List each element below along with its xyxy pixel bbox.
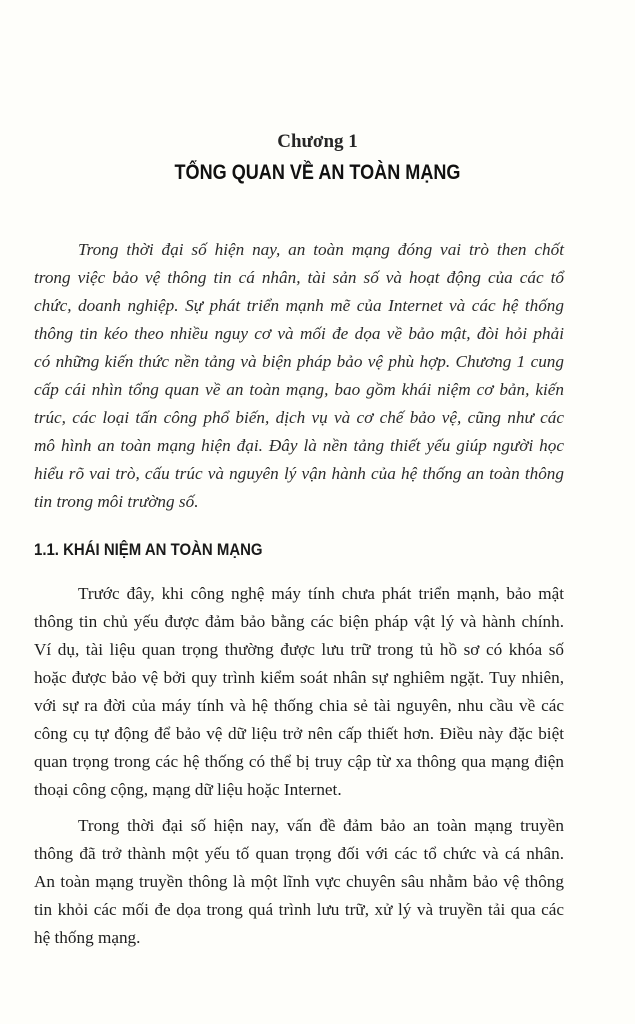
intro-line: trong việc bảo vệ thông tin cá nhân, tài sản số và hoạt động của các tổ <box>34 268 564 287</box>
intro-line: chức, doanh nghiệp. Sự phát triển mạnh mẽ của Internet và các hệ thống <box>34 296 564 315</box>
intro-line: mô hình an toàn mạng hiện đại. Đây là nền tảng thiết yếu giúp người học <box>34 436 564 455</box>
body-line: Trong thời đại số hiện nay, vấn đề đảm bảo an toàn mạng truyền <box>78 816 564 835</box>
body-line: hệ thống mạng. <box>34 928 141 947</box>
intro-line: tin trong môi trường số. <box>34 492 199 511</box>
body-line: Trước đây, khi công nghệ máy tính chưa phát triển mạnh, bảo mật <box>78 584 564 603</box>
intro-line: trúc, các loại tấn công phổ biến, dịch vụ và cơ chế bảo vệ, cũng như các <box>34 408 564 427</box>
intro-line: thông tin kéo theo nhiều nguy cơ và mối đe dọa về bảo mật, đòi hỏi phải <box>34 324 564 343</box>
intro-line: Trong thời đại số hiện nay, an toàn mạng đóng vai trò then chốt <box>78 240 564 259</box>
body-line: hoặc được bảo vệ bởi quy trình kiểm soát nhân sự nghiêm ngặt. Tuy nhiên, <box>34 668 564 687</box>
intro-line: cấp cái nhìn tổng quan về an toàn mạng, bao gồm khái niệm cơ bản, kiến <box>34 380 564 399</box>
intro-line: có những kiến thức nền tảng và biện pháp bảo vệ phù hợp. Chương 1 cung <box>34 352 564 371</box>
body-line: quan trọng trong các hệ thống có thể bị truy cập từ xa thông qua mạng điện <box>34 752 564 771</box>
chapter-label: Chương 1 <box>277 131 358 152</box>
body-line: Ví dụ, tài liệu quan trọng thường được lưu trữ trong tủ hồ sơ có khóa số <box>34 640 564 659</box>
body-line: với sự ra đời của máy tính và hệ thống chia sẻ tài nguyên, nhu cầu về các <box>34 696 564 715</box>
chapter-title: TỔNG QUAN VỀ AN TOÀN MẠNG <box>174 161 461 184</box>
body-line: thoại công cộng, mạng dữ liệu hoặc Internet. <box>34 780 342 799</box>
section-heading: 1.1. KHÁI NIỆM AN TOÀN MẠNG <box>34 540 263 559</box>
body-line: thông đã trở thành một yếu tố quan trọng đối với các tổ chức và cá nhân. <box>34 844 564 863</box>
body-line: thông tin chủ yếu được đảm bảo bằng các biện pháp vật lý và hành chính. <box>34 612 564 631</box>
body-line: tin khỏi các mối đe dọa trong quá trình lưu trữ, xử lý và truyền tải qua các <box>34 900 564 919</box>
body-line: công cụ tự động để bảo vệ dữ liệu trở nên cấp thiết hơn. Điều này đặc biệt <box>34 724 564 743</box>
intro-line: hiểu rõ vai trò, cấu trúc và nguyên lý vận hành của hệ thống an toàn thông <box>34 464 564 483</box>
body-line: An toàn mạng truyền thông là một lĩnh vực chuyên sâu nhằm bảo vệ thông <box>34 872 564 891</box>
